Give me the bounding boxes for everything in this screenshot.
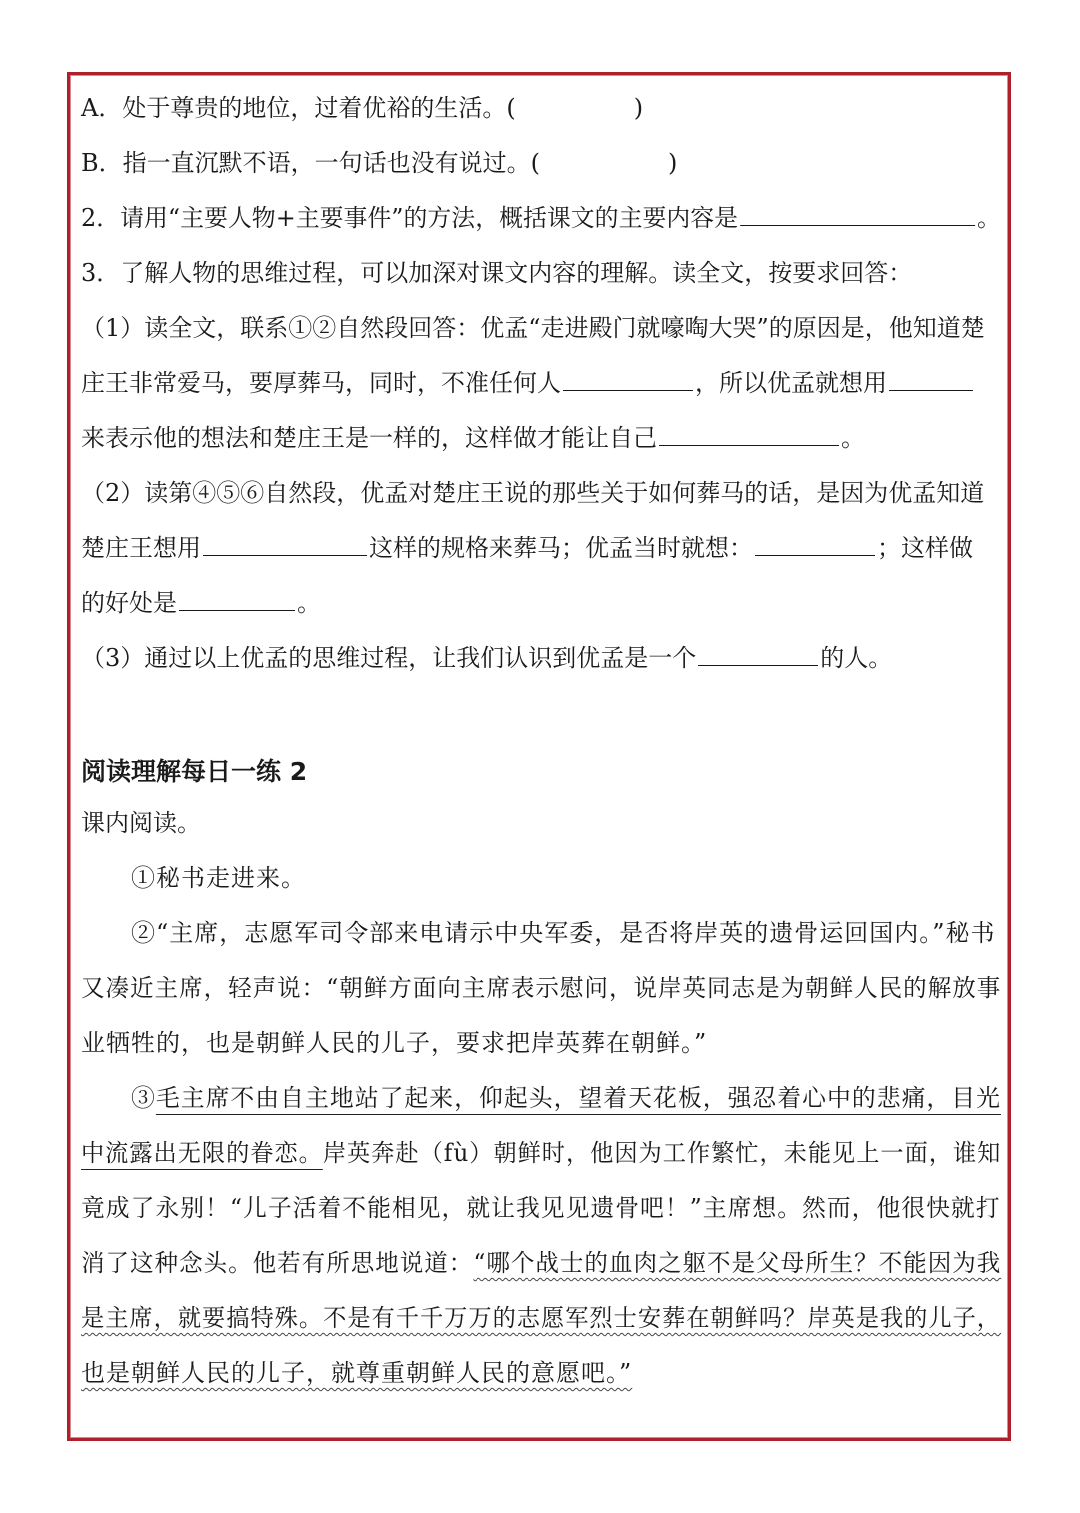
wavy-underlined-quote: 也是朝鲜人民的儿子，就尊重朝鲜人民的意愿吧。”: [81, 1359, 633, 1387]
question-3-1-line3: 来表示他的想法和楚庄王是一样的，这样做才能让自己 。: [81, 424, 865, 452]
passage-para3-line4: 消了这种念头。他若有所思地说道：“哪个战士的血肉之躯不是父母所生？不能因为我: [81, 1249, 1002, 1277]
passage-para3-line1: ③毛主席不由自主地站了起来，仰起头，望着天花板，强忍着心中的悲痛，目光: [131, 1070, 1001, 1126]
passage-para3-line6: [81, 1345, 632, 1401]
answer-blank[interactable]: [659, 425, 839, 446]
question-a: A．处于尊贵的地位，过着优裕的生活。( ): [81, 94, 644, 122]
question-3-3: （3）通过以上优孟的思维过程，让我们认识到优孟是一个 的人。: [81, 644, 893, 672]
question-3-2-line1: （2）读第④⑤⑥自然段，优孟对楚庄王说的那些关于如何葬马的话，是因为优孟知道: [81, 479, 985, 507]
passage-para3-line3: 竟成了永别！“儿子活着不能相见，就让我见见遗骨吧！”主席想。然而，他很快就打: [81, 1194, 1001, 1222]
underlined-sentence: 毛主席不由自主地站了起来，仰起头，望着天花板，强忍着心中的悲痛，目光: [156, 1084, 1001, 1115]
underlined-sentence: 中流露出无限的眷恋。: [81, 1139, 323, 1170]
passage-para2-line3: 业牺牲的，也是朝鲜人民的儿子，要求把岸英葬在朝鲜。”: [81, 1029, 708, 1057]
wavy-underlined-quote: 是主席，就要搞特殊。不是有千千万万的志愿军烈士安葬在朝鲜吗？岸英是我的儿子，: [81, 1304, 1001, 1332]
question-3: 3．了解人物的思维过程，可以加深对课文内容的理解。读全文，按要求回答：: [81, 259, 913, 287]
answer-blank[interactable]: [889, 370, 973, 391]
answer-blank[interactable]: [563, 370, 693, 391]
question-3-2-line2: 楚庄王想用 这样的规格来葬马；优孟当时就想： ；这样做: [81, 534, 973, 562]
wavy-underlined-quote: “哪个战士的血肉之躯不是父母所生？不能因为我: [473, 1249, 1002, 1277]
passage-para2-line1: ②“主席，志愿军司令部来电请示中央军委，是否将岸英的遗骨运回国内。”秘书: [131, 919, 996, 947]
section-intro: 课内阅读。: [81, 809, 201, 837]
answer-blank[interactable]: [755, 535, 875, 556]
question-b: B．指一直沉默不语，一句话也没有说过。( ): [81, 149, 678, 177]
passage-para1: ①秘书走进来。: [131, 864, 306, 892]
question-3-2-line3: 的好处是 。: [81, 589, 321, 617]
answer-blank[interactable]: [203, 535, 367, 556]
passage-para3-line5: [81, 1290, 1001, 1346]
answer-blank[interactable]: [179, 590, 295, 611]
section-title: 阅读理解每日一练 2: [81, 757, 308, 786]
passage-para3-line2: 中流露出无限的眷恋。岸英奔赴（fù）朝鲜时，他因为工作繁忙，未能见上一面，谁知: [81, 1125, 1001, 1181]
passage-para2-line2: 又凑近主席，轻声说：“朝鲜方面向主席表示慰问，说岸英同志是为朝鲜人民的解放事: [81, 974, 1002, 1002]
question-3-1-line1: （1）读全文，联系①②自然段回答：优孟“走进殿门就嚎啕大哭”的原因是，他知道楚: [81, 314, 985, 342]
answer-blank[interactable]: [698, 645, 818, 666]
answer-blank[interactable]: [740, 205, 975, 226]
question-3-1-line2: 庄王非常爱马，要厚葬马，同时，不准任何人 ，所以优孟就想用: [81, 355, 975, 411]
question-2: 2．请用“主要人物+主要事件”的方法，概括课文的主要内容是 。: [81, 204, 1001, 232]
